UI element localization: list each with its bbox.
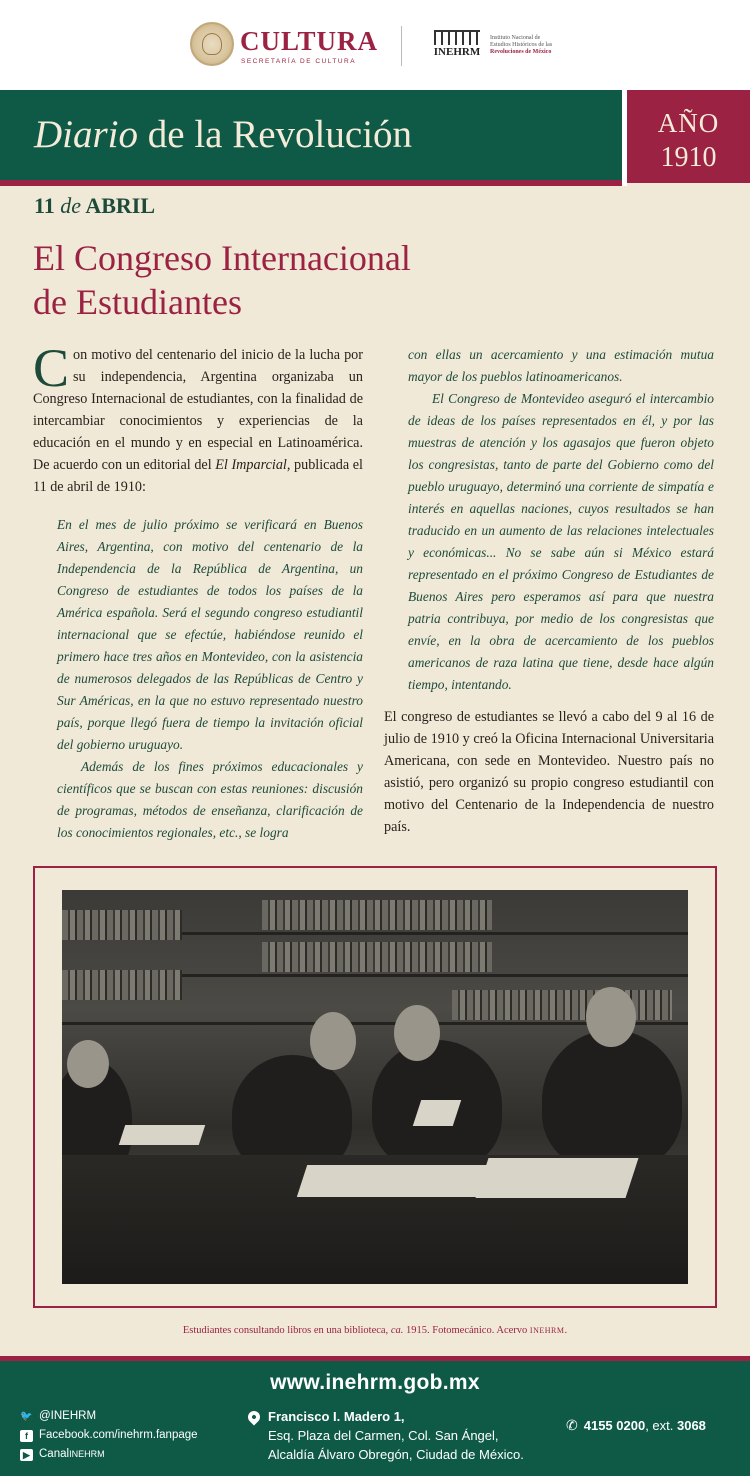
headline-line1: El Congreso Internacional xyxy=(33,238,411,278)
website-link[interactable]: www.inehrm.gob.mx xyxy=(270,1371,480,1394)
student-figure xyxy=(542,1030,682,1170)
date-month: ABRIL xyxy=(81,193,156,218)
photo-caption xyxy=(0,1325,750,1336)
open-book xyxy=(297,1165,497,1197)
student-head xyxy=(310,1012,356,1070)
bookshelf-row xyxy=(262,900,492,930)
student-head xyxy=(394,1005,440,1061)
twitter-icon: 🐦 xyxy=(20,1410,33,1422)
quote-paragraph-1: En el mes de julio próximo se verificará en Buenos Aires, Argentina, con motivo del centenario de la Independencia de la República de Argentina, un Congreso de estudiantes de todos los países de la América española. Será el segundo congreso estudiantil internacional que se efectúe, habiéndose reunido el primero hace tres años en Montevideo, con la asistencia de numerosos delegados de las Repúblicas de Centro y Sur Américas, en la que no estuvo representado nuestro país, porque llegó fuera de tiempo la invitación oficial del gobierno uruguayo. xyxy=(57,517,363,752)
youtube-icon: ▶ xyxy=(20,1449,33,1461)
caption-text-b: 1915. Fotomecánico. Acervo xyxy=(403,1325,530,1336)
address-block xyxy=(248,1407,524,1464)
quote-paragraph-2b: con ellas un acercamiento y una estimación mutua mayor de los pueblos latinoamericanos. xyxy=(408,347,714,384)
article-column-left xyxy=(33,338,363,844)
address-text xyxy=(248,1407,524,1464)
phone-number[interactable] xyxy=(566,1417,706,1434)
youtube-channel: INEHRM xyxy=(69,1449,105,1459)
phone-main: 4155 0200 xyxy=(583,1418,646,1433)
publication-title-italic: Diario xyxy=(34,113,139,156)
article-headline xyxy=(33,236,593,324)
publication-title xyxy=(34,112,412,157)
student-head xyxy=(586,987,636,1047)
date-day: 11 xyxy=(34,193,61,218)
cultura-logo-subtitle: SECRETARÍA DE CULTURA xyxy=(241,58,357,65)
building-icon xyxy=(434,30,480,45)
facebook-icon: f xyxy=(20,1430,33,1442)
twitter-link[interactable] xyxy=(20,1407,198,1426)
inehrm-logo[interactable] xyxy=(428,30,486,60)
caption-end: . xyxy=(564,1325,568,1336)
intro-text-a: on motivo del centenario del inicio de la lucha por su independencia, Argentina organizaba un Congreso Internacional de estudiantes, con la finalidad de intercambiar conocimientos y experiencias de la educación en el mundo y en especial en Latinoamérica. De acuerdo con un editorial del xyxy=(33,347,363,473)
newspaper-name: El Imparcial xyxy=(215,457,287,473)
open-book xyxy=(413,1100,461,1126)
inehrm-logo-text: INEHRM xyxy=(433,46,481,58)
article-column-right xyxy=(384,344,714,838)
address-line2: Esq. Plaza del Carmen, Col. San Ángel, xyxy=(268,1428,499,1443)
caption-circa: ca. xyxy=(390,1325,404,1336)
facebook-link[interactable] xyxy=(20,1426,198,1445)
caption-text-a: Estudiantes consultando libros en una biblioteca, xyxy=(182,1325,391,1336)
year-label: AÑO xyxy=(657,108,720,138)
seal-icon xyxy=(190,22,234,66)
student-head xyxy=(67,1040,109,1088)
phone-ext-label: , ext. xyxy=(645,1418,677,1433)
intro-text-b: , publicada el 11 de abril de 1910: xyxy=(33,457,363,495)
year-box xyxy=(627,90,750,183)
facebook-url: Facebook.com/inehrm.fanpage xyxy=(39,1429,198,1441)
cultura-logo-text[interactable]: CULTURA xyxy=(240,26,379,56)
closing-paragraph: El congreso de estudiantes se llevó a cabo del 9 al 16 de julio de 1910 y creó la Oficina Internacional Universitaria Americana, con sede en Montevideo. Nuestro país no asistió, pero organizó su propio congreso estudiantil con motivo del Centenario de la Independencia de nuestro país. xyxy=(384,709,714,835)
year-value: 1910 xyxy=(660,142,717,173)
phone-ext: 3068 xyxy=(676,1418,706,1433)
inehrm-description xyxy=(490,35,580,56)
bookshelf-row xyxy=(452,990,672,1020)
phone-icon: ✆ xyxy=(566,1417,578,1433)
inehrm-desc-line1: Instituto Nacional de xyxy=(490,35,541,41)
youtube-link[interactable] xyxy=(20,1445,198,1464)
address-line3: Alcaldía Álvaro Obregón, Ciudad de México. xyxy=(268,1447,524,1462)
inehrm-desc-line3: Revoluciones de México xyxy=(490,49,552,55)
footer xyxy=(0,1361,750,1476)
date-de: de xyxy=(60,193,82,218)
quote-paragraph-2a: Además de los fines próximos educacionales y científicos que se buscan con estas reuniones: discusión de programas, métodos de enseñanza, clarificación de los conocimientos regionales, etc., se logra xyxy=(57,759,363,840)
publication-title-rest: de la Revolución xyxy=(138,113,413,156)
bookshelf-row xyxy=(62,970,182,1000)
drop-cap: C xyxy=(33,338,70,398)
article-date xyxy=(34,193,155,219)
social-links xyxy=(20,1407,198,1464)
logo-divider xyxy=(401,26,402,66)
address-street: Francisco I. Madero 1, xyxy=(268,1409,405,1424)
seal-emblem xyxy=(202,33,222,55)
quote-paragraph-3: El Congreso de Montevideo aseguró el intercambio de ideas de los países representados en él, y por las muestras de atención y los agasajos que fueron objeto los congresistas, tanto de parte del Gobierno como del pueblo uruguayo, determinó una corriente de simpatía e interés en aquellas naciones, cuyos resultados se han traducido en un aumento de las relaciones intelectuales y económicas... No se sabe aún si México estará representado en el próximo Congreso de Estudiantes de Buenos Aires pero esperamos así para que nuestra patria contribuya, por medio de los congresistas que envíe, en la obra de acercamiento de los pueblos americanos de raza latina que tiene, desde hace algún tiempo, intentando. xyxy=(408,391,714,692)
title-banner-rule xyxy=(0,180,622,186)
headline-line2: de Estudiantes xyxy=(33,282,242,322)
youtube-label: Canal xyxy=(39,1448,70,1460)
open-book xyxy=(119,1125,205,1145)
bookshelf-row xyxy=(62,910,182,940)
open-book xyxy=(476,1158,639,1198)
caption-archive: INEHRM xyxy=(529,1326,565,1335)
inehrm-desc-line2: Estudios Históricos de las xyxy=(490,42,553,48)
bookshelf-row xyxy=(262,942,492,972)
historic-photo xyxy=(62,890,688,1284)
twitter-handle: @INEHRM xyxy=(39,1410,97,1422)
intro-paragraph xyxy=(33,338,363,498)
